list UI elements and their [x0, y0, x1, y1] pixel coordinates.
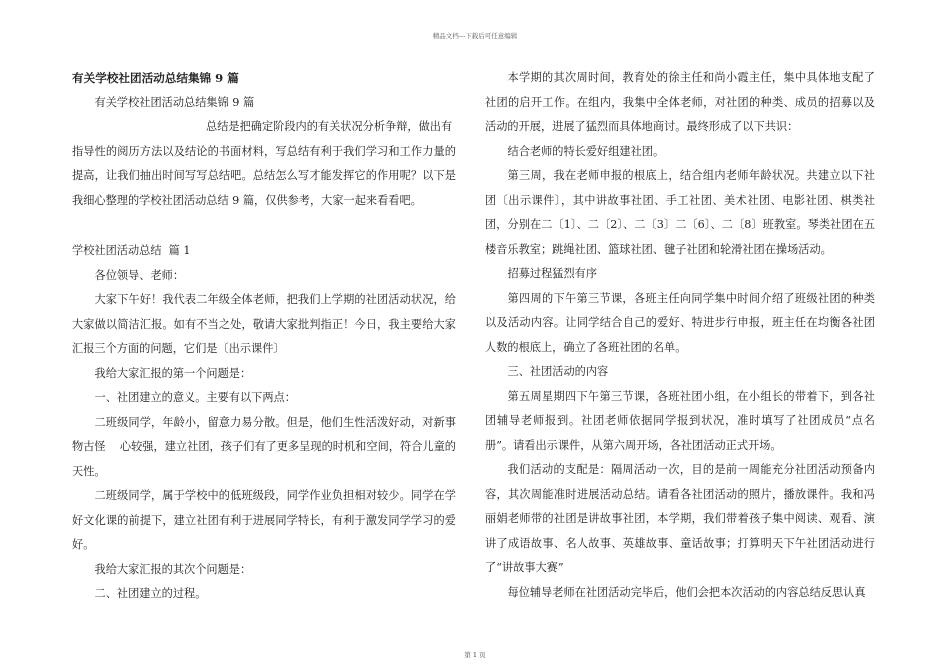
paragraph: 大家下午好！我代表二年级全体老师，把我们上学期的社团活动状况，给大家做以简洁汇报。如有不当之处，敬请大家批判指正！今日，我主要给大家汇报三个方面的问题，它们是〔出示课件〕 — [72, 293, 456, 355]
paragraph: 二、社团建立的过程。 — [94, 587, 207, 600]
paragraph: 第五周星期四下午第三节课，各班社团小组，在小组长的带着下，到各社团辅导老师报到。社团老师依据同学报到状况，准时填写了社团成员“点名册”。请看出示课件，从第六周开场，各社团活动正式开场。 — [485, 389, 875, 452]
paragraph: 第四周的下午第三节课，各班主任向同学集中时间介绍了班级社团的种类以及活动内容。让同学结合自己的爱好、特进步行申报，班主任在均衡各社团人数的根底上，确立了各班社团的名单。 — [485, 291, 875, 354]
paragraph: 一、社团建立的意义。主要有以下两点： — [94, 391, 296, 404]
document-title: 有关学校社团活动总结集锦 9 篇 — [72, 71, 239, 85]
paragraph: 结合老师的特长爱好组建社团。 — [507, 144, 665, 158]
page-header: 精品文档---下载后可任意编辑 — [432, 32, 518, 40]
paragraph: 我给大家汇报的其次个问题是： — [94, 562, 252, 576]
right-column — [485, 66, 875, 605]
paragraph: 招募过程猛烈有序 — [507, 267, 598, 280]
left-column — [72, 66, 456, 607]
intro-paragraph: 指导性的阅历方法以及结论的书面材料，写总结有利于我们学习和工作力量的提高，让我们抽出时间写写总结吧。总结怎么写才能发挥它的作用呢？以下是我细心整理的学校社团活动总结 9 篇，仅供参考，大家一起来看看吧。 — [72, 144, 456, 207]
page-footer: 第 1 页 — [464, 651, 486, 659]
section-heading: 三、社团活动的内容 — [507, 365, 609, 378]
paragraph: 二班级同学，属于学校中的低班级段，同学作业负担相对较少。同学在学好文化课的前提下，建立社团有利于进展同学特长，有利于激发同学学习的爱好。 — [72, 489, 456, 551]
section-spacer — [72, 213, 456, 239]
paragraph: 二班级同学，年龄小，留意力易分散。但是，他们生性活泼好动，对新事物古怪 心较强，建立社团，孩子们有了更多呈现的时机和空间，符合儿童的天性。 — [72, 415, 456, 478]
section-heading: 学校社团活动总结 篇 1 — [72, 244, 191, 257]
paragraph: 每位辅导老师在社团活动完毕后，他们会把本次活动的内容总结反思认真 — [507, 585, 866, 599]
paragraph: 我给大家汇报的第一个问题是： — [94, 366, 252, 380]
document-subtitle: 有关学校社团活动总结集锦 9 篇 — [94, 95, 255, 109]
intro-first-line: 总结是把确定阶段内的有关状况分析争辩，做出有 — [206, 120, 453, 133]
paragraph: 本学期的其次周时间，教育处的徐主任和尚小霞主任，集中具体地支配了社团的启开工作。在组内，我集中全体老师，对社团的种类、成员的招募以及活动的开展，进展了猛烈而具体地商讨。最终形成了以下共识： — [485, 71, 875, 133]
paragraph: 第三周，我在老师申报的根底上，结合组内老师年龄状况。共建立以下社团〔出示课件〕，其中讲故事社团、手工社团、美术社团、电影社团、棋类社团，分别在二〔1〕、二〔2〕、二〔3〕二〔6〕、二〔8〕班教室。琴类社团在五楼音乐教室；跳绳社团、篮球社团、毽子社团和轮滑社团在操场活动。 — [485, 169, 875, 256]
paragraph: 我们活动的支配是：隔周活动一次，目的是前一周能充分社团活动预备内容，其次周能准时进展活动总结。请看各社团活动的照片，播放课件。我和冯丽娟老师带的社团是讲故事社团，本学期，我们带着孩子集中阅读、观看、演讲了成语故事、名人故事、英雄故事、童话故事；打算明天下午社团活动进行了“讲故事大赛” — [485, 463, 875, 574]
greeting: 各位领导、老师： — [94, 268, 185, 282]
